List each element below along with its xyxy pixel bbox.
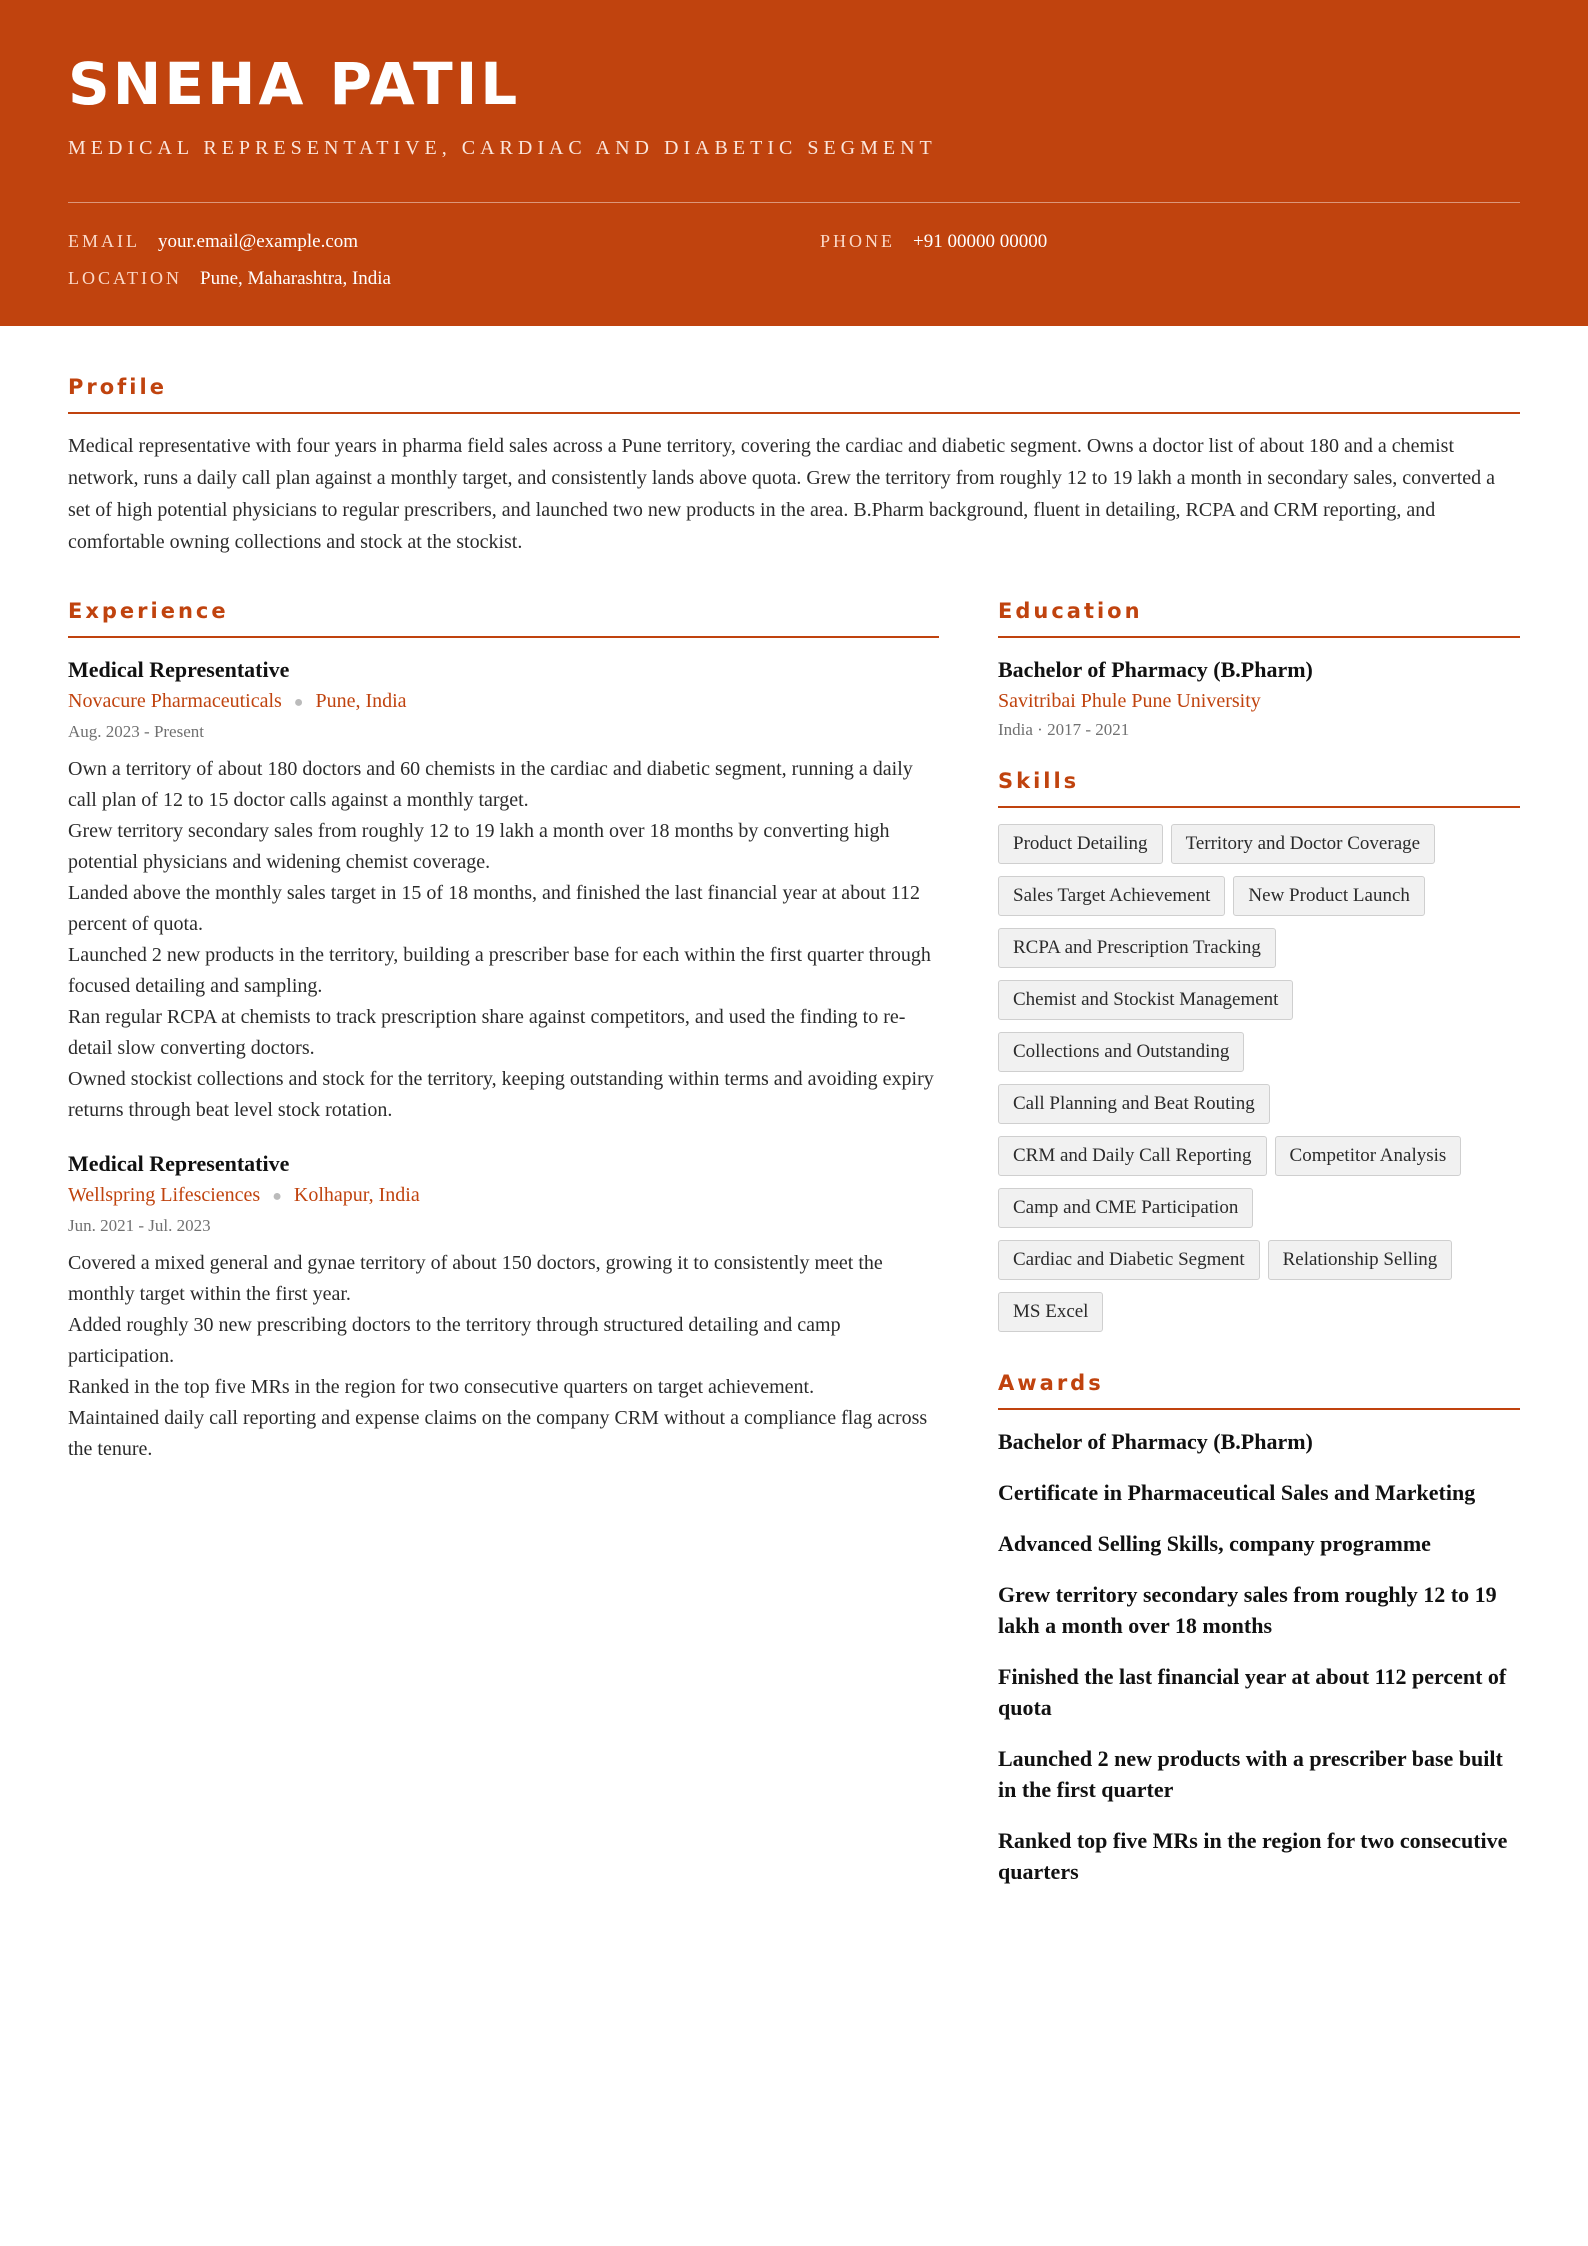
skill-tag: Sales Target Achievement xyxy=(998,876,1225,916)
skill-tag: RCPA and Prescription Tracking xyxy=(998,928,1276,968)
education-degree: Bachelor of Pharmacy (B.Pharm) xyxy=(998,657,1313,682)
location-label: LOCATION xyxy=(68,268,182,288)
profile-section xyxy=(68,372,1520,558)
email-value[interactable]: your.email@example.com xyxy=(158,231,359,252)
job-company: Wellspring Lifesciences xyxy=(68,1184,261,1206)
job-dates: Aug. 2023 - Present xyxy=(68,722,204,741)
education-section xyxy=(998,596,1520,744)
skill-tag: New Product Launch xyxy=(1233,876,1424,916)
skill-tag: Call Planning and Beat Routing xyxy=(998,1084,1270,1124)
award-item: Finished the last financial year at about 112 percent of quota xyxy=(998,1664,1507,1720)
separator-dot-icon: ● xyxy=(272,1188,282,1205)
profile-summary: Medical representative with four years in pharma field sales across a Pune territory, covering the cardiac and diabetic segment. Owns a doctor list of about 180 and a chemist network, runs a daily call plan against a monthly target, and consistently lands above quota. Grew the territory from roughly 12 to 19 lakh a month in secondary sales, converted a set of high potential physicians to regular prescribers, and launched two new products in the area. B.Pharm background, fluent in detailing, RCPA and CRM reporting, and comfortable owning collections and stock at the stockist. xyxy=(68,435,1496,553)
skill-tag: Relationship Selling xyxy=(1268,1240,1453,1280)
education-school: Savitribai Phule Pune University xyxy=(998,690,1261,712)
job-bullet: Ran regular RCPA at chemists to track prescription share against competitors, and used the finding to re-detail slow converting doctors. xyxy=(68,1006,906,1059)
contact-location xyxy=(68,264,820,293)
left-column xyxy=(68,596,939,1907)
experience-section xyxy=(68,596,939,1465)
education-heading: Education xyxy=(998,596,1520,638)
skill-tag: Product Detailing xyxy=(998,824,1163,864)
job-bullet: Maintained daily call reporting and expense claims on the company CRM without a compliance flag across the tenure. xyxy=(68,1407,928,1460)
skills-heading: Skills xyxy=(998,766,1520,808)
experience-heading: Experience xyxy=(68,596,939,638)
job-location: Pune, India xyxy=(315,690,407,712)
skill-tag: Collections and Outstanding xyxy=(998,1032,1244,1072)
award-item: Ranked top five MRs in the region for two consecutive quarters xyxy=(998,1828,1508,1884)
job-title: Medical Representative xyxy=(68,1151,290,1176)
job-location: Kolhapur, India xyxy=(293,1184,420,1206)
phone-label: PHONE xyxy=(820,231,896,251)
job-company: Novacure Pharmaceuticals xyxy=(68,690,282,712)
job-bullet: Launched 2 new products in the territory, building a prescriber base for each within the first quarter through focused detailing and sampling. xyxy=(68,944,931,997)
skill-tag: Chemist and Stockist Management xyxy=(998,980,1293,1020)
award-item: Grew territory secondary sales from roughly 12 to 19 lakh a month over 18 months xyxy=(998,1582,1497,1638)
two-column-layout xyxy=(68,596,1520,1907)
awards-section xyxy=(998,1368,1520,1887)
resume-header xyxy=(0,0,1588,326)
job-bullet: Ranked in the top five MRs in the region for two consecutive quarters on target achievement. xyxy=(68,1376,815,1398)
contact-info xyxy=(68,227,1520,293)
contact-email xyxy=(68,227,820,256)
job-bullet: Grew territory secondary sales from roughly 12 to 19 lakh a month over 18 months by converting high potential physicians and widening chemist coverage. xyxy=(68,820,890,873)
profile-heading: Profile xyxy=(68,372,1520,414)
right-column xyxy=(998,596,1520,1907)
contact-phone xyxy=(820,227,1520,256)
separator-dot-icon: ● xyxy=(293,694,304,711)
award-item: Bachelor of Pharmacy (B.Pharm) xyxy=(998,1429,1313,1454)
candidate-tagline: MEDICAL REPRESENTATIVE, CARDIAC AND DIABETIC SEGMENT xyxy=(68,137,937,159)
location-value: Pune, Maharashtra, India xyxy=(200,268,391,289)
job-entry xyxy=(68,1148,939,1465)
resume-body xyxy=(0,326,1588,1907)
job-title: Medical Representative xyxy=(68,657,290,682)
skills-list xyxy=(998,824,1520,1332)
skill-tag: Territory and Doctor Coverage xyxy=(1171,824,1436,864)
award-item: Launched 2 new products with a prescriber base built in the first quarter xyxy=(998,1746,1503,1802)
job-bullet: Covered a mixed general and gynae territory of about 150 doctors, growing it to consistently meet the monthly target within the first year. xyxy=(68,1252,883,1305)
candidate-name: SNEHA PATIL xyxy=(68,50,521,118)
job-entry xyxy=(68,654,939,1126)
awards-heading: Awards xyxy=(998,1368,1520,1410)
job-dates: Jun. 2021 - Jul. 2023 xyxy=(68,1216,211,1235)
education-meta: India · 2017 - 2021 xyxy=(998,720,1130,739)
job-bullet: Landed above the monthly sales target in 15 of 18 months, and finished the last financial year at about 112 percent of quota. xyxy=(68,882,921,935)
skills-section xyxy=(998,766,1520,1332)
job-bullet: Owned stockist collections and stock for the territory, keeping outstanding within terms and avoiding expiry returns through beat level stock rotation. xyxy=(68,1068,934,1121)
skill-tag: Competitor Analysis xyxy=(1275,1136,1462,1176)
skill-tag: MS Excel xyxy=(998,1292,1103,1332)
job-bullet: Own a territory of about 180 doctors and 60 chemists in the cardiac and diabetic segment, running a daily call plan of 12 to 15 doctor calls against a monthly target. xyxy=(68,758,913,811)
phone-value[interactable]: +91 00000 00000 xyxy=(913,231,1048,252)
email-label: EMAIL xyxy=(68,231,140,251)
job-bullet: Added roughly 30 new prescribing doctors to the territory through structured detailing and camp participation. xyxy=(68,1314,841,1367)
skill-tag: Camp and CME Participation xyxy=(998,1188,1253,1228)
job-meta xyxy=(68,1180,939,1212)
header-divider xyxy=(68,202,1520,203)
skill-tag: CRM and Daily Call Reporting xyxy=(998,1136,1267,1176)
job-meta xyxy=(68,686,939,718)
skill-tag: Cardiac and Diabetic Segment xyxy=(998,1240,1260,1280)
award-item: Certificate in Pharmaceutical Sales and Marketing xyxy=(998,1480,1476,1505)
award-item: Advanced Selling Skills, company programme xyxy=(998,1531,1431,1556)
